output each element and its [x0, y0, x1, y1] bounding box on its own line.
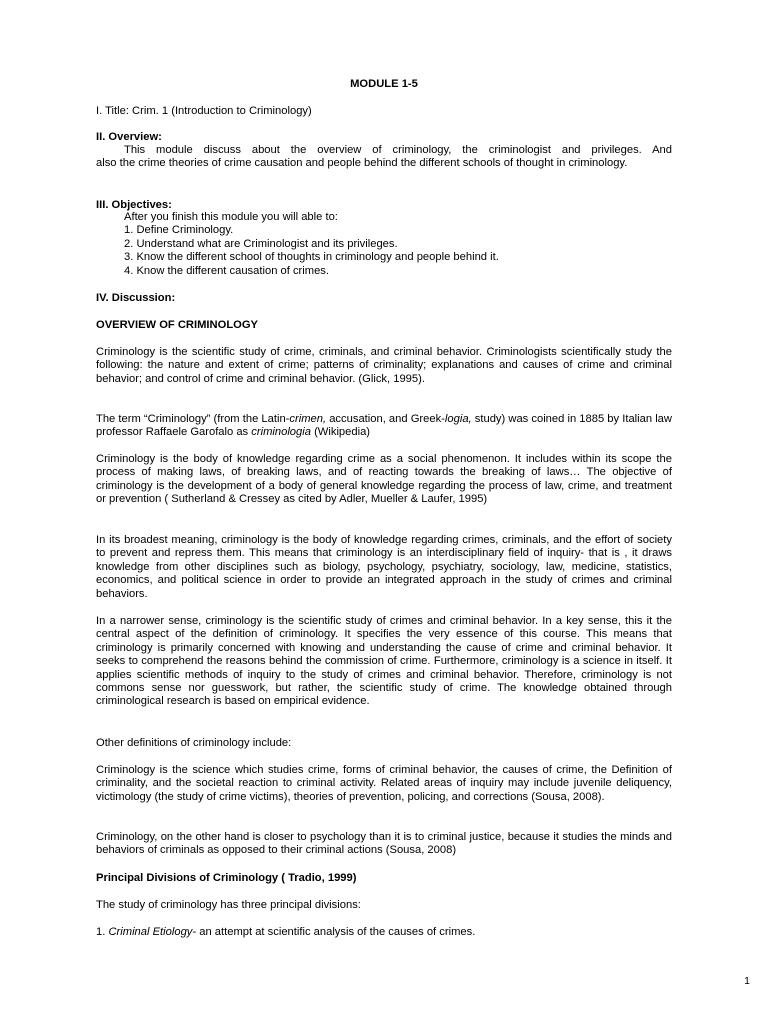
objectives-list [96, 211, 672, 278]
division-1: 1. Criminal Etiology- an attempt at scientific analysis of the causes of crimes. [96, 926, 476, 938]
paragraph-5: In a narrower sense, criminology is the scientific study of crimes and criminal behavior. In a key sense, this it the central aspect of the definition of criminology. It specifies the very essence of this course. This means that criminology is primarily concerned with knowing and understanding the cause of crime and criminal behavior. It seeks to comprehend the reasons behind the commission of crime. Furthermore, criminology is a science in itself. It applies scientific methods of inquiry to the study of crimes and criminal behavior. Therefore, criminology is not commons sense nor guesswork, but rather, the scientific study of crime. The knowledge obtained through criminological research is based on empirical evidence. [96, 615, 672, 708]
objective-item: 4. Know the different causation of crimes. [124, 264, 330, 277]
objective-item: 2. Understand what are Criminologist and its privileges. [124, 237, 398, 250]
objectives-intro: After you finish this module you will able to: [124, 211, 338, 223]
overview-text-rest: also the crime theories of crime causation and people behind the different schools of thought in criminology. [96, 157, 628, 170]
title-line: I. Title: Crim. 1 (Introduction to Criminology) [96, 105, 312, 117]
discussion-heading: IV. Discussion: [96, 292, 176, 304]
objectives-heading: III. Objectives: [96, 199, 172, 211]
division-1-term: Criminal Etiology- [108, 926, 197, 938]
objective-item: 1. Define Criminology. [124, 224, 234, 237]
overview-text-first: This module discuss about the overview of criminology, the criminologist and privileges. And [124, 144, 672, 156]
paragraph-3: Criminology is the body of knowledge regarding crime as a social phenomenon. It includes within its scope the process of making laws, of breaking laws, and of reacting towards the breaking of laws… The objective of criminology is the development of a body of general knowledge regarding the process of law, crime, and treatment or prevention ( Sutherland & Cressey as cited by Adler, Mueller & Laufer, 1995) [96, 453, 672, 506]
page-number: 1 [744, 975, 750, 987]
overview-text [96, 144, 672, 171]
paragraph-8: Criminology, on the other hand is closer to psychology than it is to criminal justice, because it studies the minds and behaviors of criminals as opposed to their criminal actions (Sousa, 2008) [96, 831, 672, 857]
module-title: MODULE 1-5 [350, 78, 418, 90]
paragraph-1: Criminology is the scientific study of crime, criminals, and criminal behavior. Criminologists scientifically study the following: the nature and extent of crime; patterns of criminality; explanations and causes of crime and criminal behavior; and control of crime and criminal behavior. (Glick, 1995). [96, 346, 672, 385]
overview-heading: II. Overview: [96, 131, 162, 143]
divisions-intro: The study of criminology has three principal divisions: [96, 899, 361, 911]
objective-item: 3. Know the different school of thoughts in criminology and people behind it. [124, 251, 499, 264]
objectives-items [96, 224, 672, 278]
section-heading: OVERVIEW OF CRIMINOLOGY [96, 319, 259, 331]
paragraph-2: The term “Criminology” (from the Latin-crimen, accusation, and Greek-logia, study) was coined in 1885 by Italian law professor Raffaele Garofalo as criminologia (Wikipedia) [96, 413, 672, 439]
divisions-heading: Principal Divisions of Criminology ( Tradio, 1999) [96, 872, 357, 884]
paragraph-4: In its broadest meaning, criminology is the body of knowledge regarding crimes, criminals, and the effort of society to prevent and repress them. This means that criminology is an interdisciplinary field of inquiry- that is , it draws knowledge from other disciplines such as biology, psychology, psychiatry, sociology, law, medicine, statistics, economics, and political science in order to provide an integrated approach in the study of crimes and criminal behaviors. [96, 534, 672, 600]
paragraph-7: Criminology is the science which studies crime, forms of criminal behavior, the causes of crime, the Definition of criminality, and the societal reaction to criminal activity. Related areas of inquiry may include juvenile deliquency, victimology (the study of crime victims), theories of prevention, policing, and corrections (Sousa, 2008). [96, 764, 672, 803]
paragraph-6: Other definitions of criminology include: [96, 737, 292, 749]
